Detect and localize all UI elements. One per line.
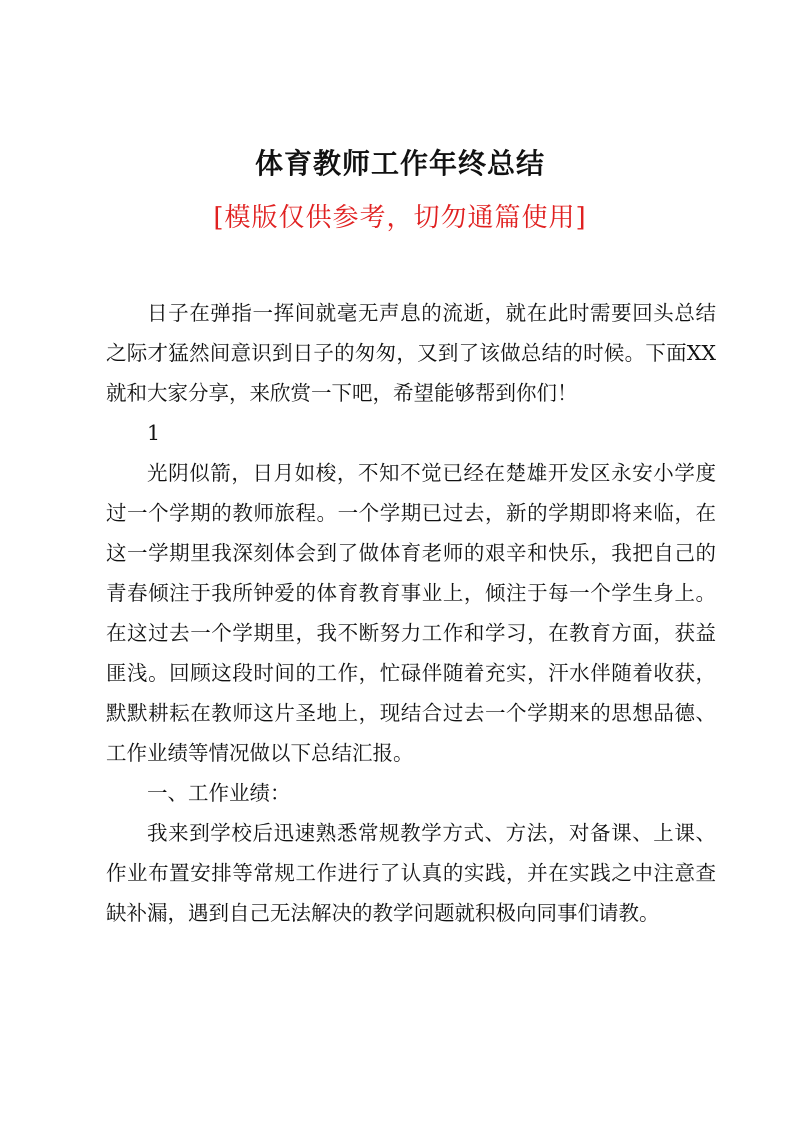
- template-notice: [模版仅供参考，切勿通篇使用]: [213, 203, 587, 233]
- intro-paragraph: 日子在弹指一挥间就毫无声息的流逝，就在此时需要回头总结之际才猛然间意识到日子的匆匆，又到了该做总结的时候。下面XX就和大家分享，来欣赏一下吧，希望能够帮到你们！: [106, 301, 716, 405]
- section-number: 1: [147, 421, 161, 445]
- body-paragraph: 我来到学校后迅速熟悉常规教学方式、方法，对备课、上课、作业布置安排等常规工作进行了认真的实践，并在实践之中注意查缺补漏，遇到自己无法解决的教学问题就积极向同事们请教。: [106, 821, 716, 925]
- document-body: [106, 293, 716, 933]
- body-paragraph: 光阴似箭，日月如梭，不知不觉已经在楚雄开发区永安小学度过一个学期的教师旅程。一个学期已过去，新的学期即将来临，在这一学期里我深刻体会到了做体育老师的艰辛和快乐，我把自己的青春倾注于我所钟爱的体育教育事业上，倾注于每一个学生身上。在这过去一个学期里，我不断努力工作和学习，在教育方面，获益匪浅。回顾这段时间的工作，忙碌伴随着充实，汗水伴随着收获，默默耕耘在教师这片圣地上，现结合过去一个学期来的思想品德、工作业绩等情况做以下总结汇报。: [106, 461, 716, 765]
- document-title: 体育教师工作年终总结: [254, 147, 545, 180]
- section-heading: 一、工作业绩：: [147, 781, 291, 805]
